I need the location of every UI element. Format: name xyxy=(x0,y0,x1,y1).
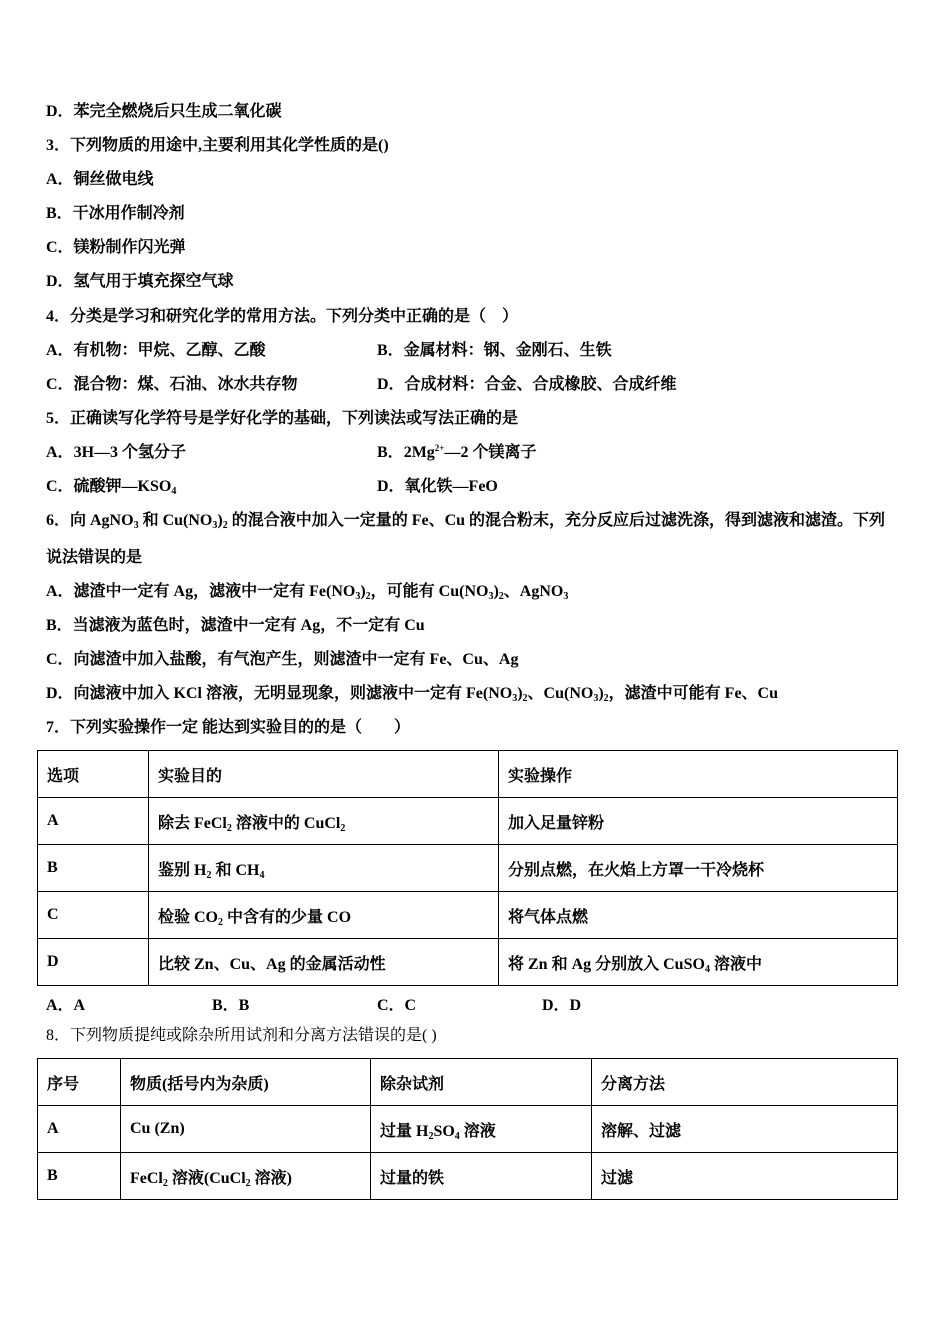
table-row xyxy=(38,892,898,939)
table-cell: D xyxy=(38,939,149,986)
table-header-cell: 选项 xyxy=(38,751,149,798)
table-cell: 将 Zn 和 Ag 分别放入 CuSO$_4$ 溶液中 xyxy=(499,939,898,986)
table-cell: 分别点燃，在火焰上方罩一干冷烧杯 xyxy=(499,845,898,892)
table-header-cell: 序号 xyxy=(38,1059,121,1106)
table-cell: B xyxy=(38,1153,121,1200)
q6-stem: 6．向 AgNO$_3$ 和 $Cu(NO_3)_2$ 的混合液中加入一定量的 Fe、Cu 的混合粉末，充分反应后过滤洗涤，得到滤液和滤渣。下列 xyxy=(46,512,886,531)
q3-stem: 3．下列物质的用途中,主要利用其化学性质的是() xyxy=(46,137,389,154)
q4-option-b: B．金属材料：钢、金刚石、生铁 xyxy=(377,342,612,359)
table-cell: 鉴别 $H_2$ 和 $CH_4$ xyxy=(149,845,499,892)
q4-option-a: A．有机物：甲烷、乙醇、乙酸 xyxy=(46,342,266,359)
table-cell: 过量的铁 xyxy=(371,1153,592,1200)
q3-option-c: C．镁粉制作闪光弹 xyxy=(46,239,186,256)
table-cell: FeCl$_2$ 溶液(CuCl$_2$ 溶液) xyxy=(121,1153,371,1200)
q3-option-a: A．铜丝做电线 xyxy=(46,171,154,188)
q5-option-a: A．3H—3 个氢分子 xyxy=(46,444,187,461)
table-cell: 将气体点燃 xyxy=(499,892,898,939)
table-header-cell: 实验操作 xyxy=(499,751,898,798)
q7-answer-d: D．D xyxy=(542,997,582,1014)
table-header-cell: 除杂试剂 xyxy=(371,1059,592,1106)
q3-option-b: B．干冰用作制冷剂 xyxy=(46,205,185,222)
table-header-cell: 实验目的 xyxy=(149,751,499,798)
table-header-row xyxy=(38,1059,898,1106)
table-header-row xyxy=(38,751,898,798)
table-row xyxy=(38,1106,898,1153)
q6-option-a: A．滤渣中一定有 Ag，滤液中一定有 $Fe(NO_3)_2$，可能有 $Cu(NO_3)_2$、AgNO$_3$ xyxy=(46,583,569,602)
q2-option-d: D．苯完全燃烧后只生成二氧化碳 xyxy=(46,103,282,120)
q8-stem: 8．下列物质提纯或除杂所用试剂和分离方法错误的是( ) xyxy=(46,1027,437,1044)
q6-option-d: D．向滤液中加入 KCl 溶液，无明显现象，则滤液中一定有 $Fe(NO_3)_2$、$Cu(NO_3)_2$，滤渣中可能有 Fe、Cu xyxy=(46,685,779,704)
q7-answer-c: C．C xyxy=(377,997,417,1014)
q7-answer-b: B．B xyxy=(212,997,250,1014)
table-cell: B xyxy=(38,845,149,892)
table-cell: C xyxy=(38,892,149,939)
table-row xyxy=(38,939,898,986)
table-cell: Cu (Zn) xyxy=(121,1106,371,1153)
table-cell: 加入足量锌粉 xyxy=(499,798,898,845)
table-cell: 过滤 xyxy=(592,1153,898,1200)
q8-table xyxy=(37,1058,898,1200)
q5-stem: 5．正确读写化学符号是学好化学的基础，下列读法或写法正确的是 xyxy=(46,410,519,427)
table-cell: 检验 $CO_2$ 中含有的少量 CO xyxy=(149,892,499,939)
q7-table xyxy=(37,750,898,986)
table-header-cell: 物质(括号内为杂质) xyxy=(121,1059,371,1106)
table-row xyxy=(38,798,898,845)
table-cell: 过量 $H_2SO_4$ 溶液 xyxy=(371,1106,592,1153)
q6-option-c: C．向滤渣中加入盐酸，有气泡产生，则滤渣中一定有 Fe、Cu、Ag xyxy=(46,651,519,668)
table-row xyxy=(38,845,898,892)
q7-stem: 7．下列实验操作一定 能达到实验目的的是（ ） xyxy=(46,719,411,736)
q4-option-d: D．合成材料：合金、合成橡胶、合成纤维 xyxy=(377,376,677,393)
q5-option-b: B．$2Mg^{2+}—2$ 个镁离子 xyxy=(377,443,537,461)
table-cell: 除去 FeCl$_2$ 溶液中的 CuCl$_2$ xyxy=(149,798,499,845)
q4-stem: 4．分类是学习和研究化学的常用方法。下列分类中正确的是（ ） xyxy=(46,308,519,325)
table-cell: A xyxy=(38,1106,121,1153)
q4-option-c: C．混合物：煤、石油、冰水共存物 xyxy=(46,376,298,393)
q5-option-d: D．氧化铁—FeO xyxy=(377,478,498,495)
table-cell: 溶解、过滤 xyxy=(592,1106,898,1153)
q6-stem-continued: 说法错误的是 xyxy=(46,549,143,566)
q5-option-c: C．硫酸钾$—KSO_4$ xyxy=(46,478,177,497)
table-cell: 比较 Zn、Cu、Ag 的金属活动性 xyxy=(149,939,499,986)
q7-answer-a: A．A xyxy=(46,997,86,1014)
q3-option-d: D．氢气用于填充探空气球 xyxy=(46,273,234,290)
table-cell: A xyxy=(38,798,149,845)
table-header-cell: 分离方法 xyxy=(592,1059,898,1106)
table-row xyxy=(38,1153,898,1200)
q6-option-b: B．当滤液为蓝色时，滤渣中一定有 Ag，不一定有 Cu xyxy=(46,617,425,634)
